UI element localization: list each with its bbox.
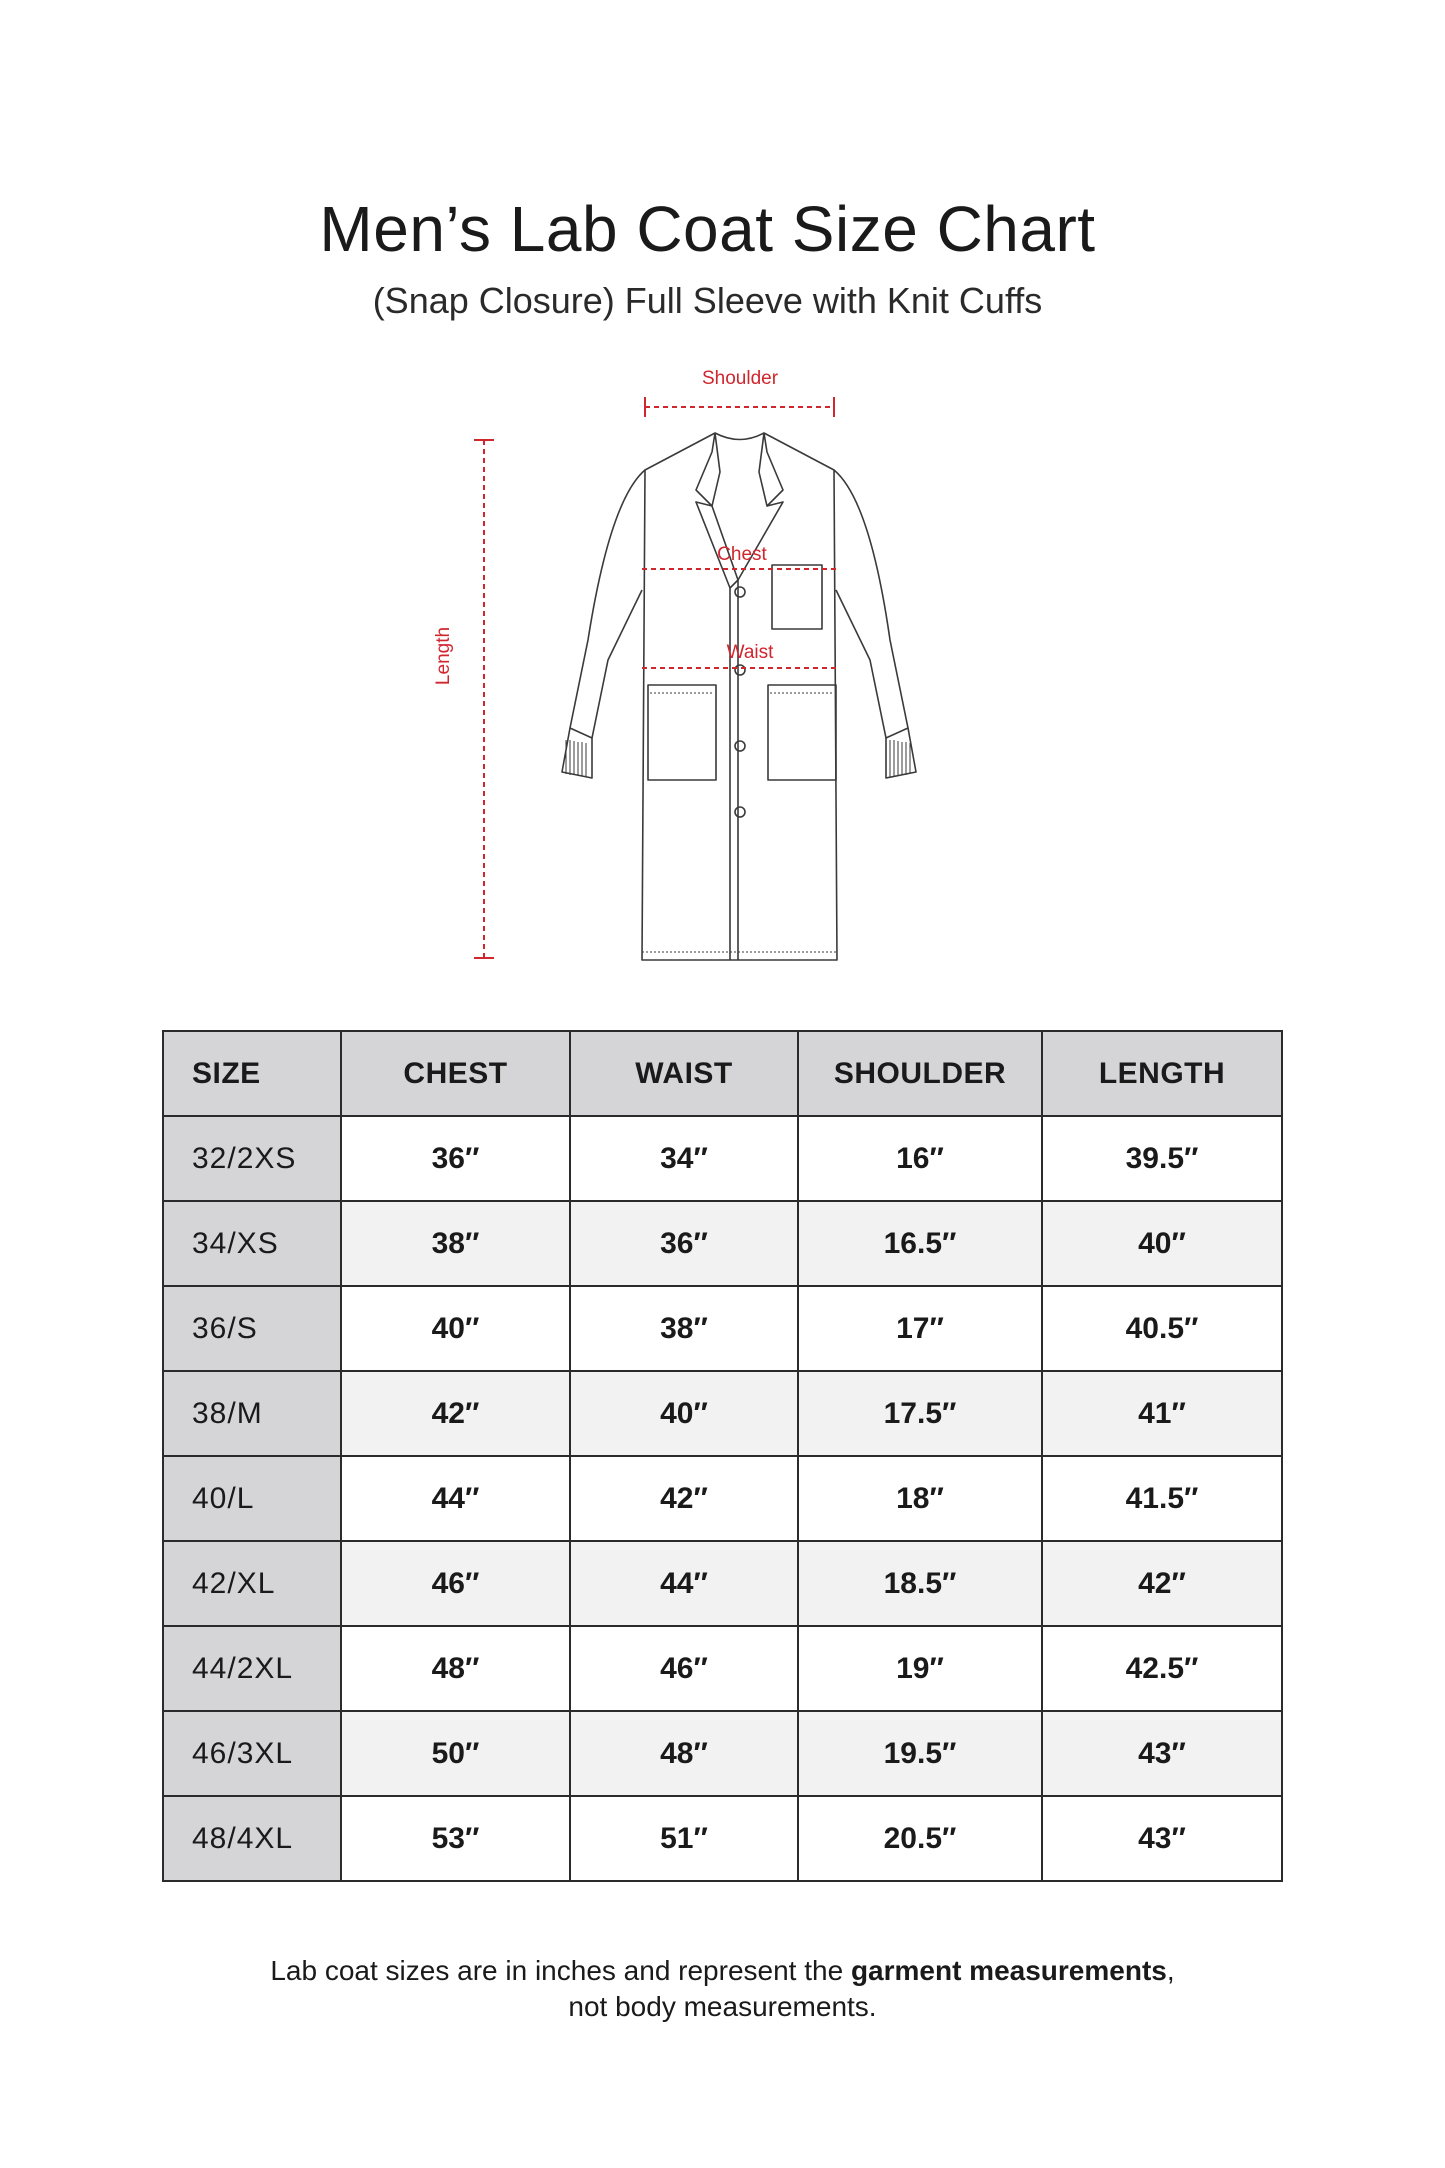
page-subtitle: (Snap Closure) Full Sleeve with Knit Cuffs xyxy=(372,280,1043,321)
table-row xyxy=(163,1796,1282,1881)
chest-cell: 44″ xyxy=(341,1456,570,1541)
note-line2: not body measurements. xyxy=(568,1991,877,2022)
shoulder-cell: 17″ xyxy=(798,1286,1042,1371)
size-cell: 42/XL xyxy=(163,1541,341,1626)
coat-left-sleeve xyxy=(570,470,645,738)
coat-left-pocket xyxy=(648,685,716,780)
table-row xyxy=(163,1626,1282,1711)
chest-cell: 40″ xyxy=(341,1286,570,1371)
coat-button xyxy=(735,587,745,597)
chest-cell: 46″ xyxy=(341,1541,570,1626)
table-row xyxy=(163,1456,1282,1541)
coat-body-outline xyxy=(642,433,837,960)
shoulder-cell: 16.5″ xyxy=(798,1201,1042,1286)
coat-right-sleeve xyxy=(834,470,908,738)
table-row xyxy=(163,1116,1282,1201)
waist-cell: 44″ xyxy=(570,1541,798,1626)
size-cell: 44/2XL xyxy=(163,1626,341,1711)
length-label: Length xyxy=(433,626,454,686)
shoulder-cell: 19.5″ xyxy=(798,1711,1042,1796)
length-cell: 41.5″ xyxy=(1042,1456,1282,1541)
size-cell: 48/4XL xyxy=(163,1796,341,1881)
coat-collar xyxy=(696,433,720,506)
length-cell: 43″ xyxy=(1042,1711,1282,1796)
waist-cell: 51″ xyxy=(570,1796,798,1881)
size-cell: 36/S xyxy=(163,1286,341,1371)
header-length: LENGTH xyxy=(1042,1031,1282,1116)
chest-cell: 42″ xyxy=(341,1371,570,1456)
table-row xyxy=(163,1371,1282,1456)
table-row xyxy=(163,1711,1282,1796)
shoulder-label: Shoulder xyxy=(701,368,779,389)
note-comma: , xyxy=(1166,1955,1175,1986)
header-shoulder: SHOULDER xyxy=(798,1031,1042,1116)
waist-cell: 36″ xyxy=(570,1201,798,1286)
coat-button xyxy=(735,807,745,817)
chest-cell: 36″ xyxy=(341,1116,570,1201)
table-row xyxy=(163,1201,1282,1286)
coat-button xyxy=(735,741,745,751)
length-cell: 42.5″ xyxy=(1042,1626,1282,1711)
measurement-note xyxy=(0,1953,1445,2025)
coat-right-pocket xyxy=(768,685,836,780)
shoulder-cell: 20.5″ xyxy=(798,1796,1042,1881)
note-text: Lab coat sizes are in inches and represent the xyxy=(270,1955,851,1986)
chest-label: Chest xyxy=(717,544,767,565)
lab-coat-diagram xyxy=(420,360,980,980)
header-waist: WAIST xyxy=(570,1031,798,1116)
coat-collar-right xyxy=(759,433,783,506)
coat-chest-pocket xyxy=(772,565,822,629)
size-cell: 32/2XS xyxy=(163,1116,341,1201)
size-cell: 34/XS xyxy=(163,1201,341,1286)
chest-cell: 38″ xyxy=(341,1201,570,1286)
length-cell: 40″ xyxy=(1042,1201,1282,1286)
size-chart-table xyxy=(162,1030,1283,1882)
header-chest: CHEST xyxy=(341,1031,570,1116)
waist-cell: 38″ xyxy=(570,1286,798,1371)
length-cell: 43″ xyxy=(1042,1796,1282,1881)
table-header-row xyxy=(163,1031,1282,1116)
shoulder-cell: 17.5″ xyxy=(798,1371,1042,1456)
lab-coat-illustration xyxy=(420,360,980,980)
shoulder-cell: 19″ xyxy=(798,1626,1042,1711)
size-cell: 40/L xyxy=(163,1456,341,1541)
length-cell: 41″ xyxy=(1042,1371,1282,1456)
size-cell: 38/M xyxy=(163,1371,341,1456)
shoulder-cell: 16″ xyxy=(798,1116,1042,1201)
coat-button xyxy=(735,665,745,675)
length-cell: 42″ xyxy=(1042,1541,1282,1626)
page-title: Men’s Lab Coat Size Chart xyxy=(319,193,1096,265)
shoulder-cell: 18.5″ xyxy=(798,1541,1042,1626)
waist-cell: 48″ xyxy=(570,1711,798,1796)
waist-label: Waist xyxy=(726,642,774,663)
size-cell: 46/3XL xyxy=(163,1711,341,1796)
chest-cell: 48″ xyxy=(341,1626,570,1711)
waist-cell: 46″ xyxy=(570,1626,798,1711)
header-size: SIZE xyxy=(163,1031,341,1116)
coat-placket xyxy=(730,580,738,960)
note-emphasis: garment measurements xyxy=(850,1955,1167,1986)
chest-cell: 50″ xyxy=(341,1711,570,1796)
shoulder-cell: 18″ xyxy=(798,1456,1042,1541)
coat-neck xyxy=(715,433,764,440)
length-cell: 40.5″ xyxy=(1042,1286,1282,1371)
table-row xyxy=(163,1286,1282,1371)
waist-cell: 40″ xyxy=(570,1371,798,1456)
waist-cell: 34″ xyxy=(570,1116,798,1201)
chest-cell: 53″ xyxy=(341,1796,570,1881)
waist-cell: 42″ xyxy=(570,1456,798,1541)
length-cell: 39.5″ xyxy=(1042,1116,1282,1201)
table-row xyxy=(163,1541,1282,1626)
